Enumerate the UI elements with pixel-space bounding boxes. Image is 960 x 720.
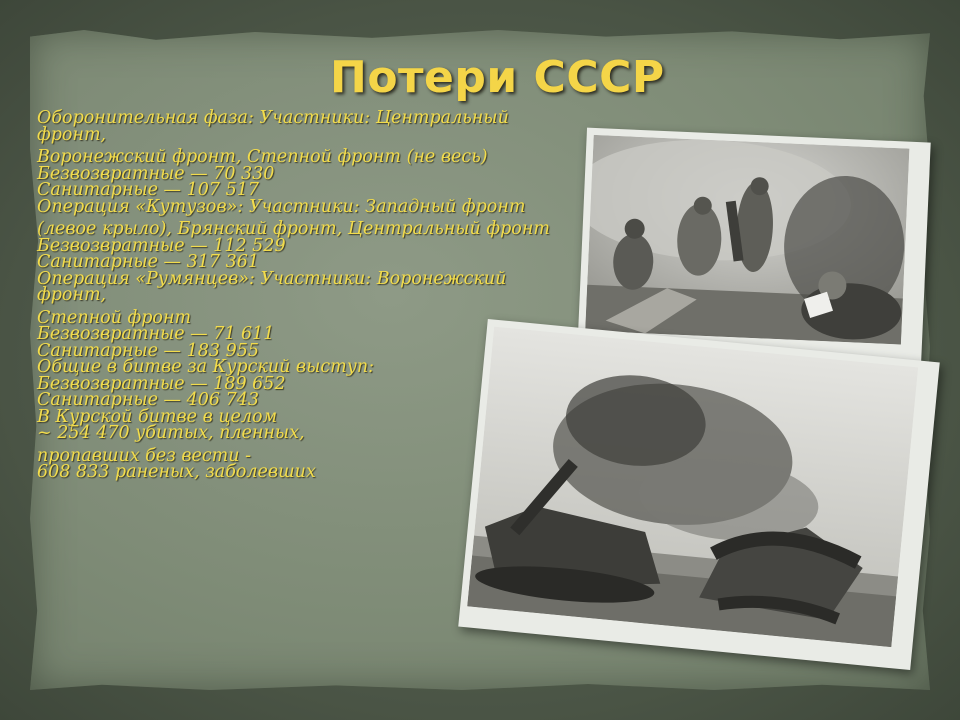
text-line: Санитарные — 406 743 bbox=[37, 390, 259, 410]
text-line: пропавших без вести - bbox=[37, 445, 252, 466]
text-line: Общие в битве за Курский выступ: bbox=[37, 357, 375, 377]
photo-soldiers-image bbox=[585, 135, 909, 345]
photo-tanks-image bbox=[467, 327, 918, 648]
text-line: Санитарные — 107 517 bbox=[37, 180, 259, 200]
text-line: (левое крыло), Брянский фронт, Центральный фронт bbox=[37, 219, 550, 239]
photo-soldiers-mortar bbox=[577, 128, 930, 367]
text-line: В Курской битве в целом bbox=[37, 406, 278, 427]
text-line: Санитарные — 183 955 bbox=[37, 340, 259, 361]
slide-title: Потери СССР bbox=[330, 52, 665, 103]
text-line: Безвозвратные — 70 330 bbox=[37, 163, 275, 184]
text-line: Безвозвратные — 71 611 bbox=[37, 324, 275, 344]
photo-destroyed-tanks bbox=[458, 319, 940, 670]
text-line: Операция «Румянцев»: Участники: Воронежский фронт, bbox=[37, 268, 507, 305]
text-line: Безвозвратные — 189 652 bbox=[37, 373, 286, 394]
text-line: 608 833 раненых, заболевших bbox=[37, 462, 316, 482]
text-line: Операция «Кутузов»: Участники: Западный фронт bbox=[37, 196, 526, 217]
text-line: Степной фронт bbox=[37, 307, 192, 328]
text-line: Оборонительная фаза: Участники: Центральный фронт, bbox=[37, 108, 509, 145]
text-line: Воронежский фронт, Степной фронт (не весь) bbox=[37, 147, 488, 167]
text-line: Санитарные — 317 361 bbox=[37, 252, 259, 272]
text-line: ~ 254 470 убитых, пленных, bbox=[37, 423, 305, 443]
text-line: Безвозвратные — 112 529 bbox=[37, 235, 286, 256]
